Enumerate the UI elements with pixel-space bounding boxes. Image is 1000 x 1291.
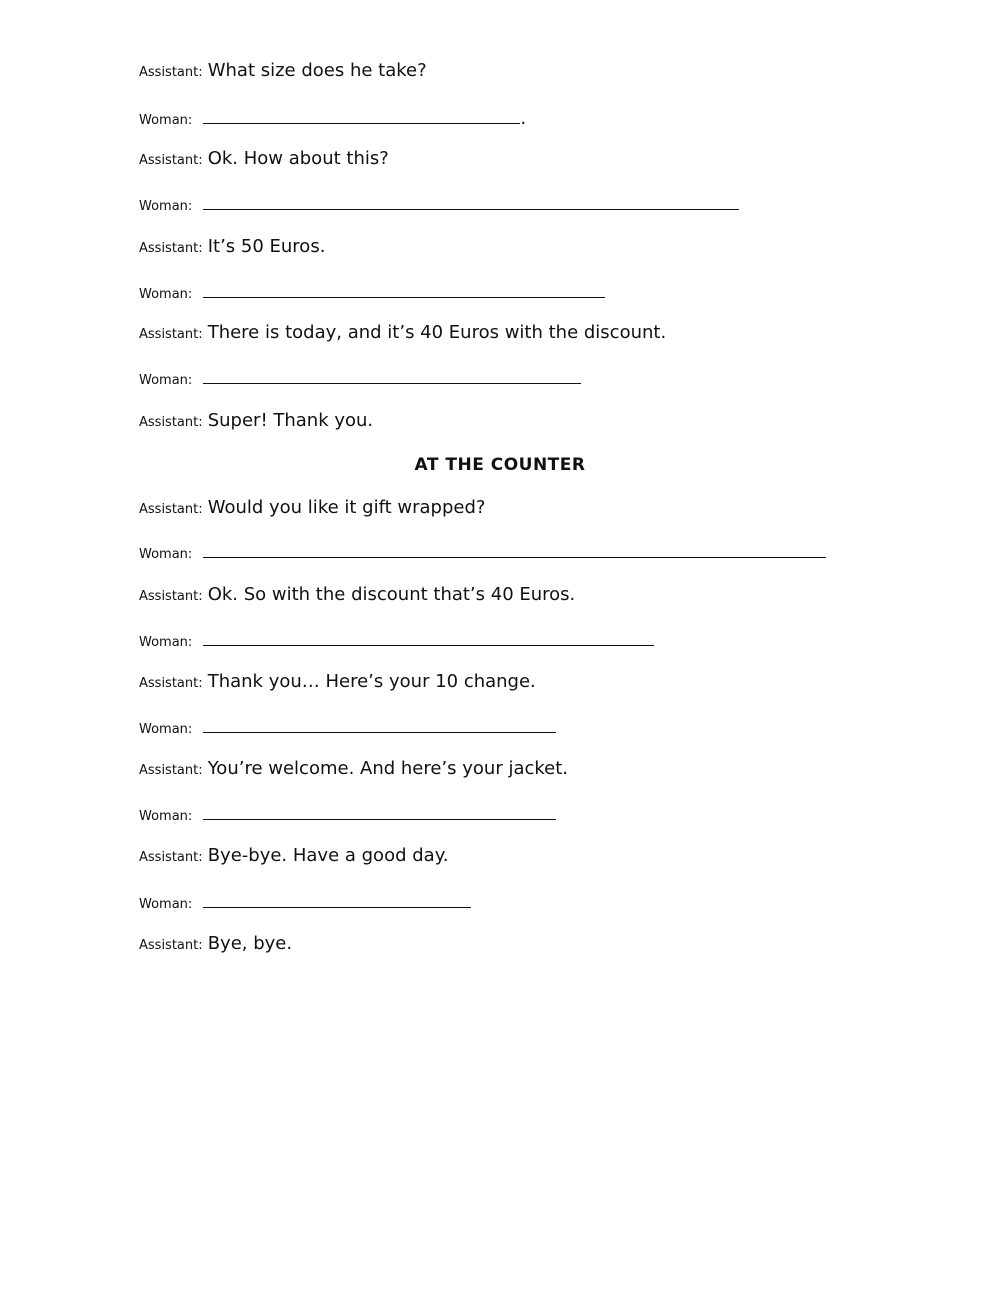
dialogue-line-woman <box>139 720 556 736</box>
speaker-label: Woman: <box>139 287 193 302</box>
speaker-label: Assistant: <box>139 65 203 80</box>
dialogue-line-assistant <box>139 238 325 256</box>
dialogue-line-assistant <box>139 324 666 342</box>
dialogue-text: You’re welcome. And here’s your jacket. <box>207 758 569 779</box>
dialogue-text: Bye, bye. <box>207 933 293 954</box>
answer-blank[interactable] <box>203 197 739 210</box>
speaker-label: Assistant: <box>139 850 203 865</box>
dialogue-text: Super! Thank you. <box>207 410 374 431</box>
speaker-label: Assistant: <box>139 241 203 256</box>
speaker-label: Assistant: <box>139 502 203 517</box>
answer-blank[interactable] <box>203 720 556 733</box>
dialogue-line-assistant <box>139 412 373 430</box>
dialogue-line-assistant <box>139 499 485 517</box>
dialogue-line-assistant <box>139 586 575 604</box>
speaker-label: Woman: <box>139 722 193 737</box>
answer-blank[interactable] <box>203 633 654 646</box>
speaker-label: Woman: <box>139 897 193 912</box>
dialogue-text: Bye-bye. Have a good day. <box>207 845 449 866</box>
dialogue-text: Ok. How about this? <box>207 148 389 169</box>
dialogue-line-assistant <box>139 150 389 168</box>
speaker-label: Woman: <box>139 373 193 388</box>
dialogue-line-assistant <box>139 673 536 691</box>
dialogue-line-woman <box>139 285 605 301</box>
speaker-label: Assistant: <box>139 153 203 168</box>
answer-blank[interactable] <box>203 895 471 908</box>
speaker-label: Woman: <box>139 547 193 562</box>
section-heading: AT THE COUNTER <box>414 455 586 475</box>
speaker-label: Assistant: <box>139 415 203 430</box>
answer-blank[interactable] <box>203 111 520 124</box>
dialogue-line-woman <box>139 545 826 561</box>
dialogue-text: Would you like it gift wrapped? <box>207 497 486 518</box>
speaker-label: Assistant: <box>139 938 203 953</box>
dialogue-line-woman <box>139 371 581 387</box>
answer-blank[interactable] <box>203 545 826 558</box>
dialogue-text: There is today, and it’s 40 Euros with the discount. <box>207 322 667 343</box>
dialogue-line-assistant <box>139 760 568 778</box>
dialogue-text: What size does he take? <box>207 60 427 81</box>
dialogue-line-woman <box>139 895 471 911</box>
dialogue-line-assistant <box>139 935 292 953</box>
speaker-label: Assistant: <box>139 589 203 604</box>
dialogue-text: It’s 50 Euros. <box>207 236 326 257</box>
dialogue-text: Thank you… Here’s your 10 change. <box>207 671 536 692</box>
dialogue-line-woman <box>139 110 526 128</box>
dialogue-line-woman <box>139 807 556 823</box>
speaker-label: Woman: <box>139 809 193 824</box>
speaker-label: Assistant: <box>139 676 203 691</box>
dialogue-line-woman <box>139 633 654 649</box>
answer-blank[interactable] <box>203 285 605 298</box>
answer-blank[interactable] <box>203 371 581 384</box>
speaker-label: Woman: <box>139 199 193 214</box>
dialogue-text: Ok. So with the discount that’s 40 Euros. <box>207 584 576 605</box>
speaker-label: Assistant: <box>139 763 203 778</box>
blank-suffix: . <box>520 108 527 129</box>
dialogue-line-assistant <box>139 62 427 80</box>
dialogue-line-woman <box>139 197 739 213</box>
answer-blank[interactable] <box>203 807 556 820</box>
speaker-label: Assistant: <box>139 327 203 342</box>
speaker-label: Woman: <box>139 113 193 128</box>
dialogue-line-assistant <box>139 847 449 865</box>
speaker-label: Woman: <box>139 635 193 650</box>
